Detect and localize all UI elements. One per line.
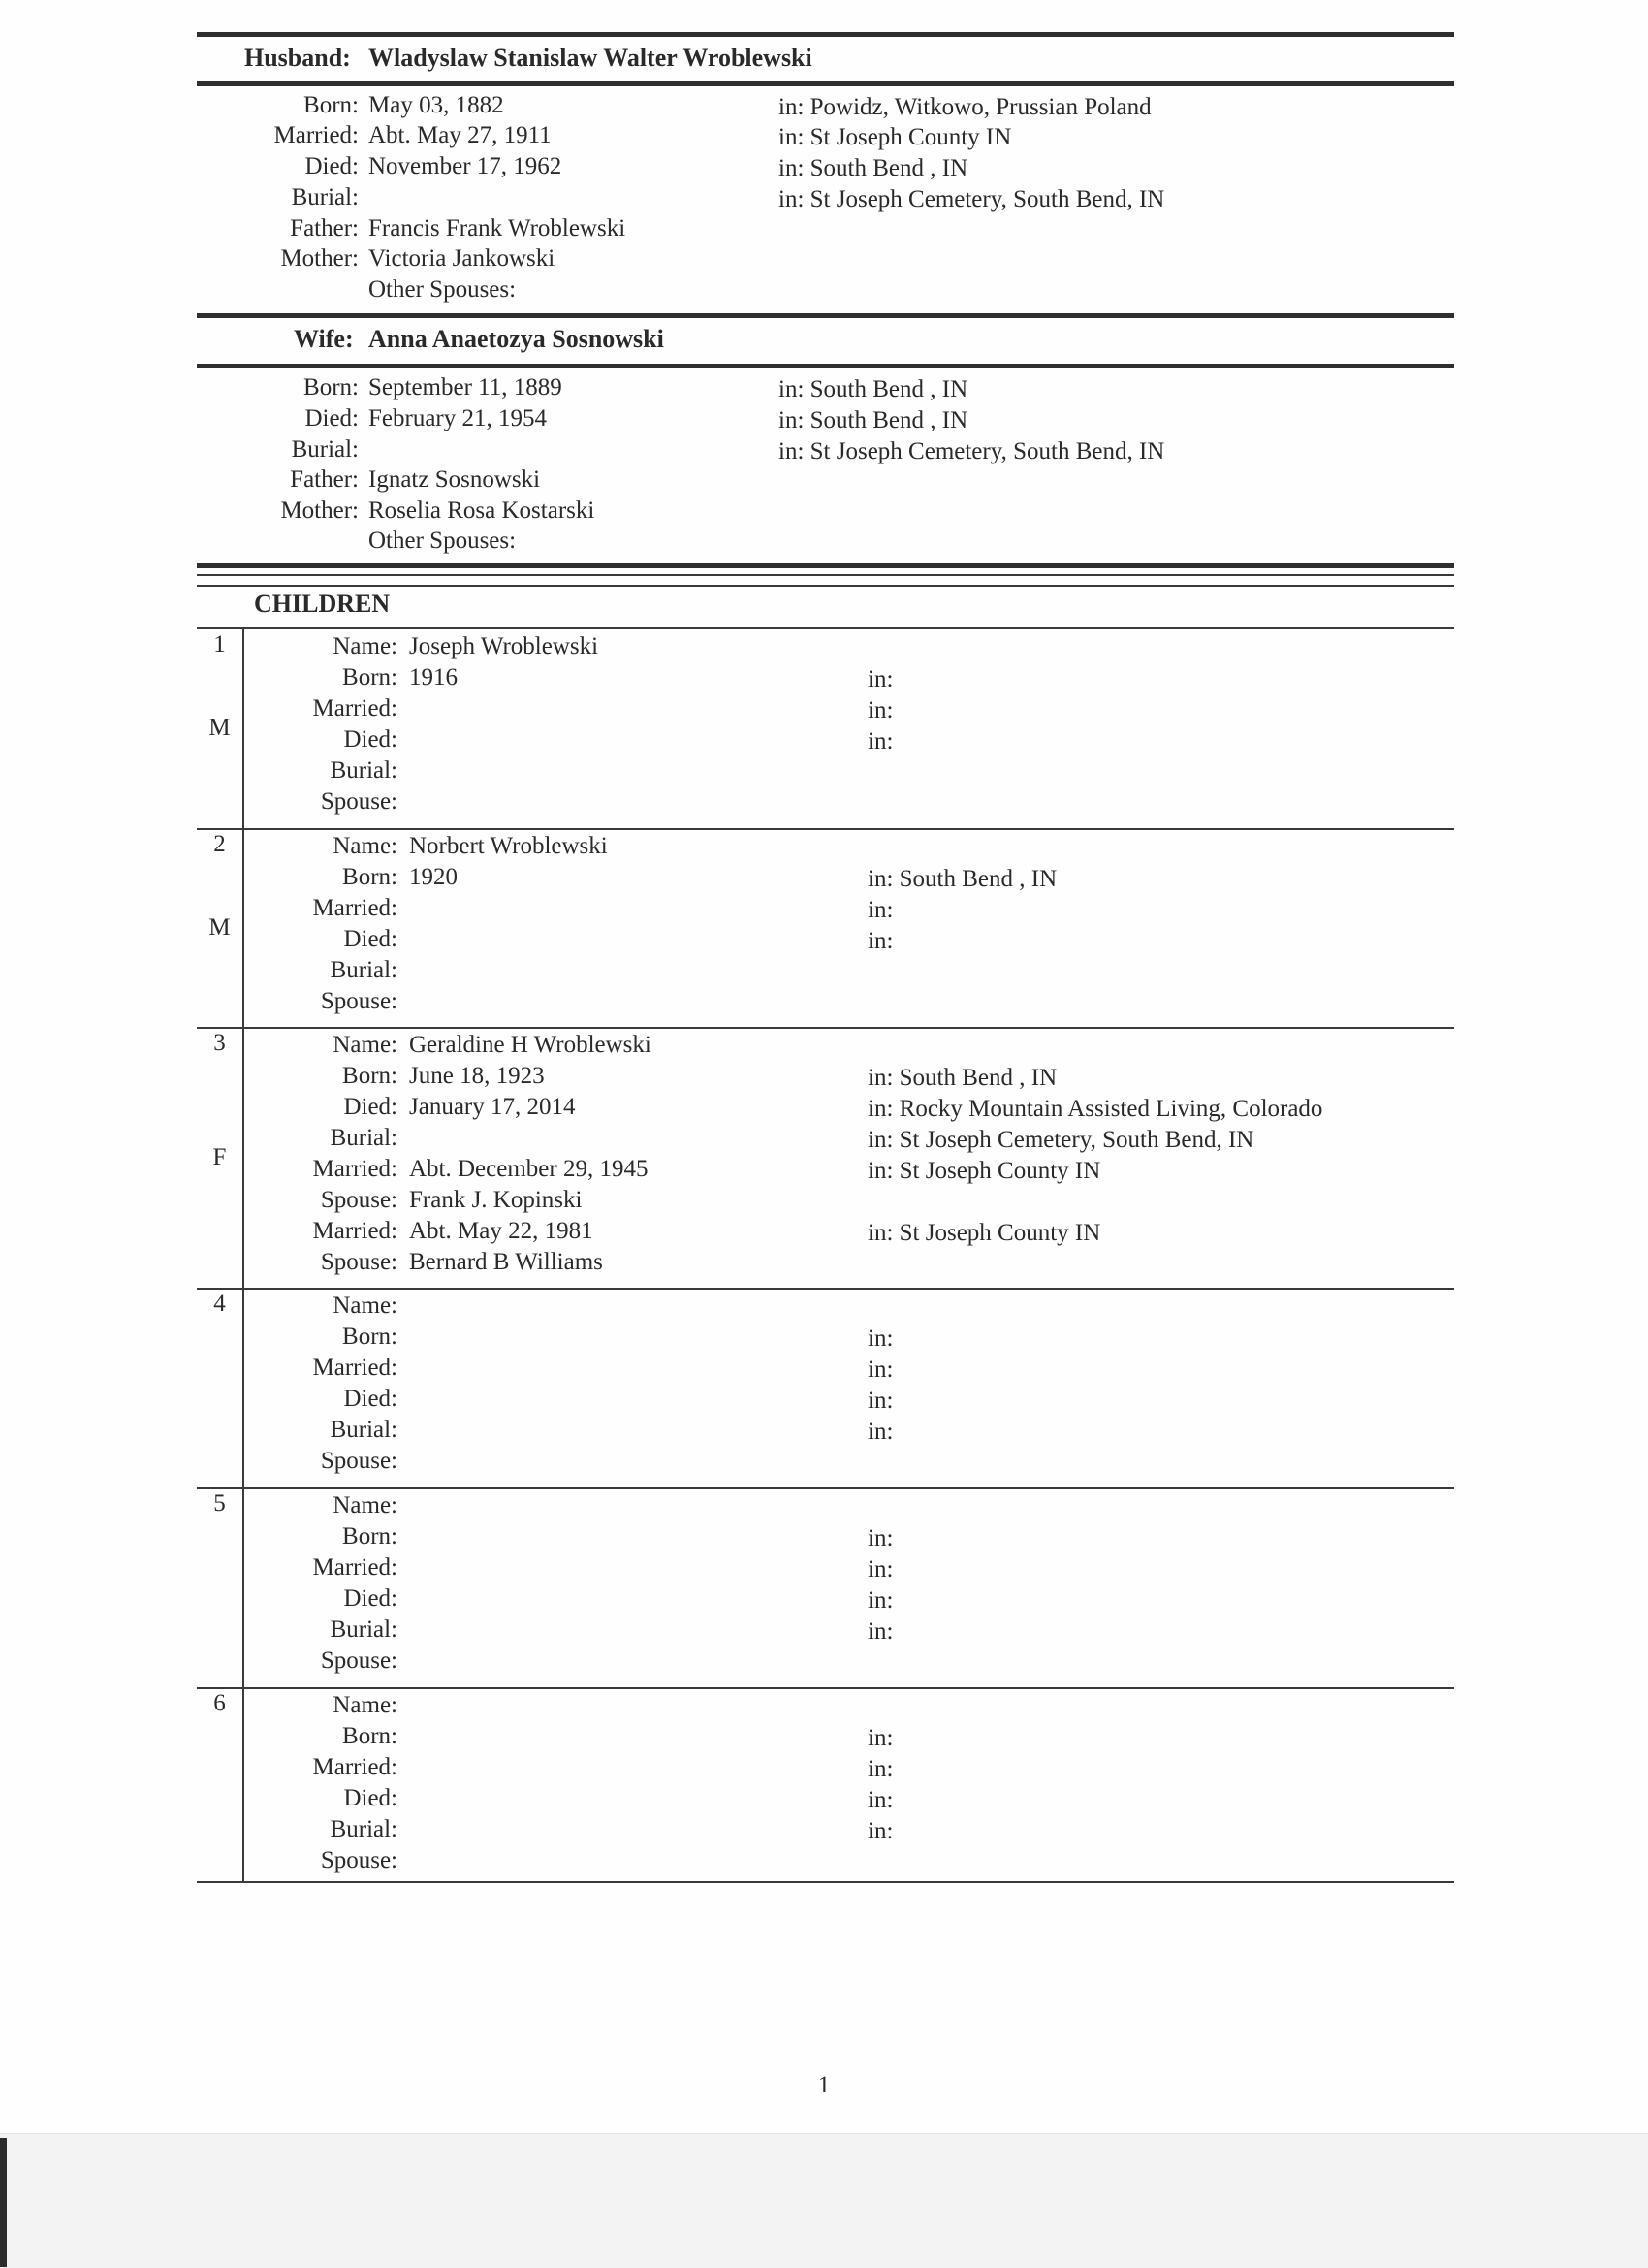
child-separator-rule bbox=[197, 1881, 1454, 1883]
child-field-place: in: South Bend , IN bbox=[868, 1065, 1058, 1091]
child-field-value: Norbert Wroblewski bbox=[409, 833, 608, 859]
child-separator-rule bbox=[197, 1288, 1454, 1290]
wife-died-place: in: South Bend , IN bbox=[778, 407, 968, 433]
wife-mother-name: Roselia Rosa Kostarski bbox=[368, 497, 595, 524]
child-field-place: in: bbox=[868, 1357, 894, 1383]
child-field-label: Born: bbox=[342, 1723, 397, 1749]
child-field-place: in: Rocky Mountain Assisted Living, Colorado bbox=[868, 1096, 1323, 1122]
child-field-label: Burial: bbox=[330, 1125, 397, 1151]
child-field-label: Born: bbox=[342, 664, 397, 690]
scan-margin bbox=[0, 2133, 1648, 2268]
husband-mother-label: Mother: bbox=[280, 245, 359, 272]
child-field-place: in: bbox=[868, 1419, 894, 1445]
child-field-label: Burial: bbox=[330, 957, 397, 983]
child-separator-rule bbox=[197, 1487, 1454, 1489]
husband-born-date: May 03, 1882 bbox=[368, 92, 504, 118]
child-field-value: Abt. December 29, 1945 bbox=[409, 1156, 649, 1182]
child-field-label: Married: bbox=[312, 1754, 397, 1780]
child-field-place: in: bbox=[868, 1618, 894, 1645]
child-field-value: 1920 bbox=[409, 864, 458, 890]
child-field-label: Died: bbox=[343, 726, 397, 752]
wife-other-spouses-label: Other Spouses: bbox=[368, 527, 517, 554]
child-field-label: Born: bbox=[342, 1523, 397, 1549]
child-field-label: Burial: bbox=[330, 1816, 397, 1842]
husband-died-date: November 17, 1962 bbox=[368, 153, 562, 179]
children-header-rule bbox=[197, 627, 1454, 629]
husband-died-place: in: South Bend , IN bbox=[778, 155, 968, 181]
child-separator-rule bbox=[197, 1687, 1454, 1689]
wife-mother-label: Mother: bbox=[280, 497, 359, 524]
child-sex: M bbox=[208, 715, 231, 741]
child-field-label: Spouse: bbox=[320, 1249, 397, 1275]
husband-father-name: Francis Frank Wroblewski bbox=[368, 215, 626, 241]
husband-burial-place: in: St Joseph Cemetery, South Bend, IN bbox=[778, 186, 1165, 212]
child-field-label: Spouse: bbox=[320, 1847, 397, 1873]
child-field-label: Married: bbox=[312, 1554, 397, 1581]
husband-top-rule bbox=[197, 32, 1454, 37]
child-field-label: Married: bbox=[312, 1156, 397, 1182]
husband-born-place: in: Powidz, Witkowo, Prussian Poland bbox=[778, 94, 1152, 120]
wife-born-place: in: South Bend , IN bbox=[778, 376, 968, 402]
husband-father-label: Father: bbox=[290, 215, 359, 241]
child-field-place: in: bbox=[868, 1756, 894, 1782]
child-field-place: in: bbox=[868, 1326, 894, 1352]
child-number: 2 bbox=[213, 831, 226, 857]
child-number: 4 bbox=[213, 1291, 226, 1317]
husband-born-label: Born: bbox=[303, 92, 359, 118]
wife-top-rule bbox=[197, 313, 1454, 318]
child-sex: M bbox=[208, 914, 231, 941]
children-heading: CHILDREN bbox=[254, 590, 391, 618]
child-field-value: Abt. May 22, 1981 bbox=[409, 1218, 593, 1244]
child-field-label: Name: bbox=[333, 1032, 397, 1058]
child-field-place: in: bbox=[868, 1725, 894, 1751]
child-field-place: in: bbox=[868, 666, 894, 692]
child-field-place: in: bbox=[868, 728, 894, 754]
child-field-label: Spouse: bbox=[320, 1448, 397, 1474]
wife-father-label: Father: bbox=[290, 466, 359, 493]
child-field-place: in: bbox=[868, 1787, 894, 1813]
child-field-label: Died: bbox=[343, 1585, 397, 1612]
husband-died-label: Died: bbox=[304, 153, 359, 179]
child-field-label: Name: bbox=[333, 633, 397, 659]
child-field-value: Geraldine H Wroblewski bbox=[409, 1032, 651, 1058]
child-separator-rule bbox=[197, 1027, 1454, 1029]
child-number: 3 bbox=[213, 1030, 226, 1056]
child-field-label: Name: bbox=[333, 1293, 397, 1319]
child-field-place: in: bbox=[868, 1525, 894, 1551]
child-sex: F bbox=[212, 1144, 227, 1170]
wife-header-label: Wife: bbox=[294, 325, 354, 353]
child-field-label: Married: bbox=[312, 1218, 397, 1244]
wife-burial-place: in: St Joseph Cemetery, South Bend, IN bbox=[778, 438, 1165, 464]
child-field-place: in: South Bend , IN bbox=[868, 866, 1058, 892]
child-field-place: in: bbox=[868, 928, 894, 954]
husband-married-label: Married: bbox=[273, 122, 359, 148]
husband-burial-label: Burial: bbox=[291, 184, 359, 210]
child-field-place: in: bbox=[868, 1587, 894, 1613]
wife-died-date: February 21, 1954 bbox=[368, 405, 547, 431]
child-field-value: Frank J. Kopinski bbox=[409, 1187, 583, 1213]
child-field-label: Died: bbox=[343, 1386, 397, 1412]
husband-other-spouses-label: Other Spouses: bbox=[368, 276, 517, 303]
child-field-value: Bernard B Williams bbox=[409, 1249, 603, 1275]
child-field-label: Name: bbox=[333, 1492, 397, 1518]
scan-edge bbox=[0, 2138, 7, 2267]
child-number: 5 bbox=[213, 1490, 226, 1517]
wife-name: Anna Anaetozya Sosnowski bbox=[368, 325, 664, 353]
wife-born-date: September 11, 1889 bbox=[368, 374, 562, 400]
child-field-label: Married: bbox=[312, 1355, 397, 1381]
husband-married-date: Abt. May 27, 1911 bbox=[368, 122, 552, 148]
child-field-label: Died: bbox=[343, 1785, 397, 1811]
children-second-rule bbox=[197, 574, 1454, 576]
child-field-place: in: St Joseph County IN bbox=[868, 1158, 1101, 1184]
child-field-label: Burial: bbox=[330, 1417, 397, 1443]
child-field-place: in: bbox=[868, 697, 894, 723]
wife-header-rule bbox=[197, 364, 1454, 368]
child-field-place: in: St Joseph Cemetery, South Bend, IN bbox=[868, 1127, 1254, 1153]
child-field-value: January 17, 2014 bbox=[409, 1094, 576, 1120]
child-field-label: Married: bbox=[312, 895, 397, 921]
child-field-label: Spouse: bbox=[320, 1187, 397, 1213]
child-field-label: Born: bbox=[342, 864, 397, 890]
child-field-label: Spouse: bbox=[320, 988, 397, 1014]
child-field-value: June 18, 1923 bbox=[409, 1063, 545, 1089]
child-field-label: Name: bbox=[333, 833, 397, 859]
husband-header-label: Husband: bbox=[244, 44, 351, 72]
wife-died-label: Died: bbox=[304, 405, 359, 431]
child-field-label: Name: bbox=[333, 1692, 397, 1718]
child-field-value: Joseph Wroblewski bbox=[409, 633, 599, 659]
child-field-label: Died: bbox=[343, 1094, 397, 1120]
children-third-rule bbox=[197, 585, 1454, 587]
child-number: 6 bbox=[213, 1690, 226, 1716]
child-field-label: Burial: bbox=[330, 1616, 397, 1643]
child-field-value: 1916 bbox=[409, 664, 458, 690]
child-field-place: in: bbox=[868, 897, 894, 923]
child-field-place: in: bbox=[868, 1556, 894, 1582]
husband-married-place: in: St Joseph County IN bbox=[778, 124, 1012, 150]
child-field-label: Burial: bbox=[330, 757, 397, 783]
children-top-rule bbox=[197, 563, 1454, 568]
child-field-place: in: bbox=[868, 1388, 894, 1414]
child-number: 1 bbox=[213, 631, 226, 657]
child-field-place: in: bbox=[868, 1818, 894, 1844]
child-field-label: Died: bbox=[343, 926, 397, 952]
wife-burial-label: Burial: bbox=[291, 436, 359, 463]
wife-born-label: Born: bbox=[303, 374, 359, 400]
child-separator-rule bbox=[197, 828, 1454, 830]
husband-mother-name: Victoria Jankowski bbox=[368, 245, 555, 272]
page-number: 1 bbox=[817, 2072, 831, 2098]
child-field-label: Spouse: bbox=[320, 788, 397, 815]
child-field-label: Born: bbox=[342, 1324, 397, 1350]
husband-header-rule bbox=[197, 81, 1454, 86]
husband-name: Wladyslaw Stanislaw Walter Wroblewski bbox=[368, 44, 812, 72]
child-field-label: Spouse: bbox=[320, 1647, 397, 1674]
child-field-label: Born: bbox=[342, 1063, 397, 1089]
child-field-place: in: St Joseph County IN bbox=[868, 1220, 1101, 1246]
child-field-label: Married: bbox=[312, 695, 397, 721]
wife-father-name: Ignatz Sosnowski bbox=[368, 466, 541, 493]
